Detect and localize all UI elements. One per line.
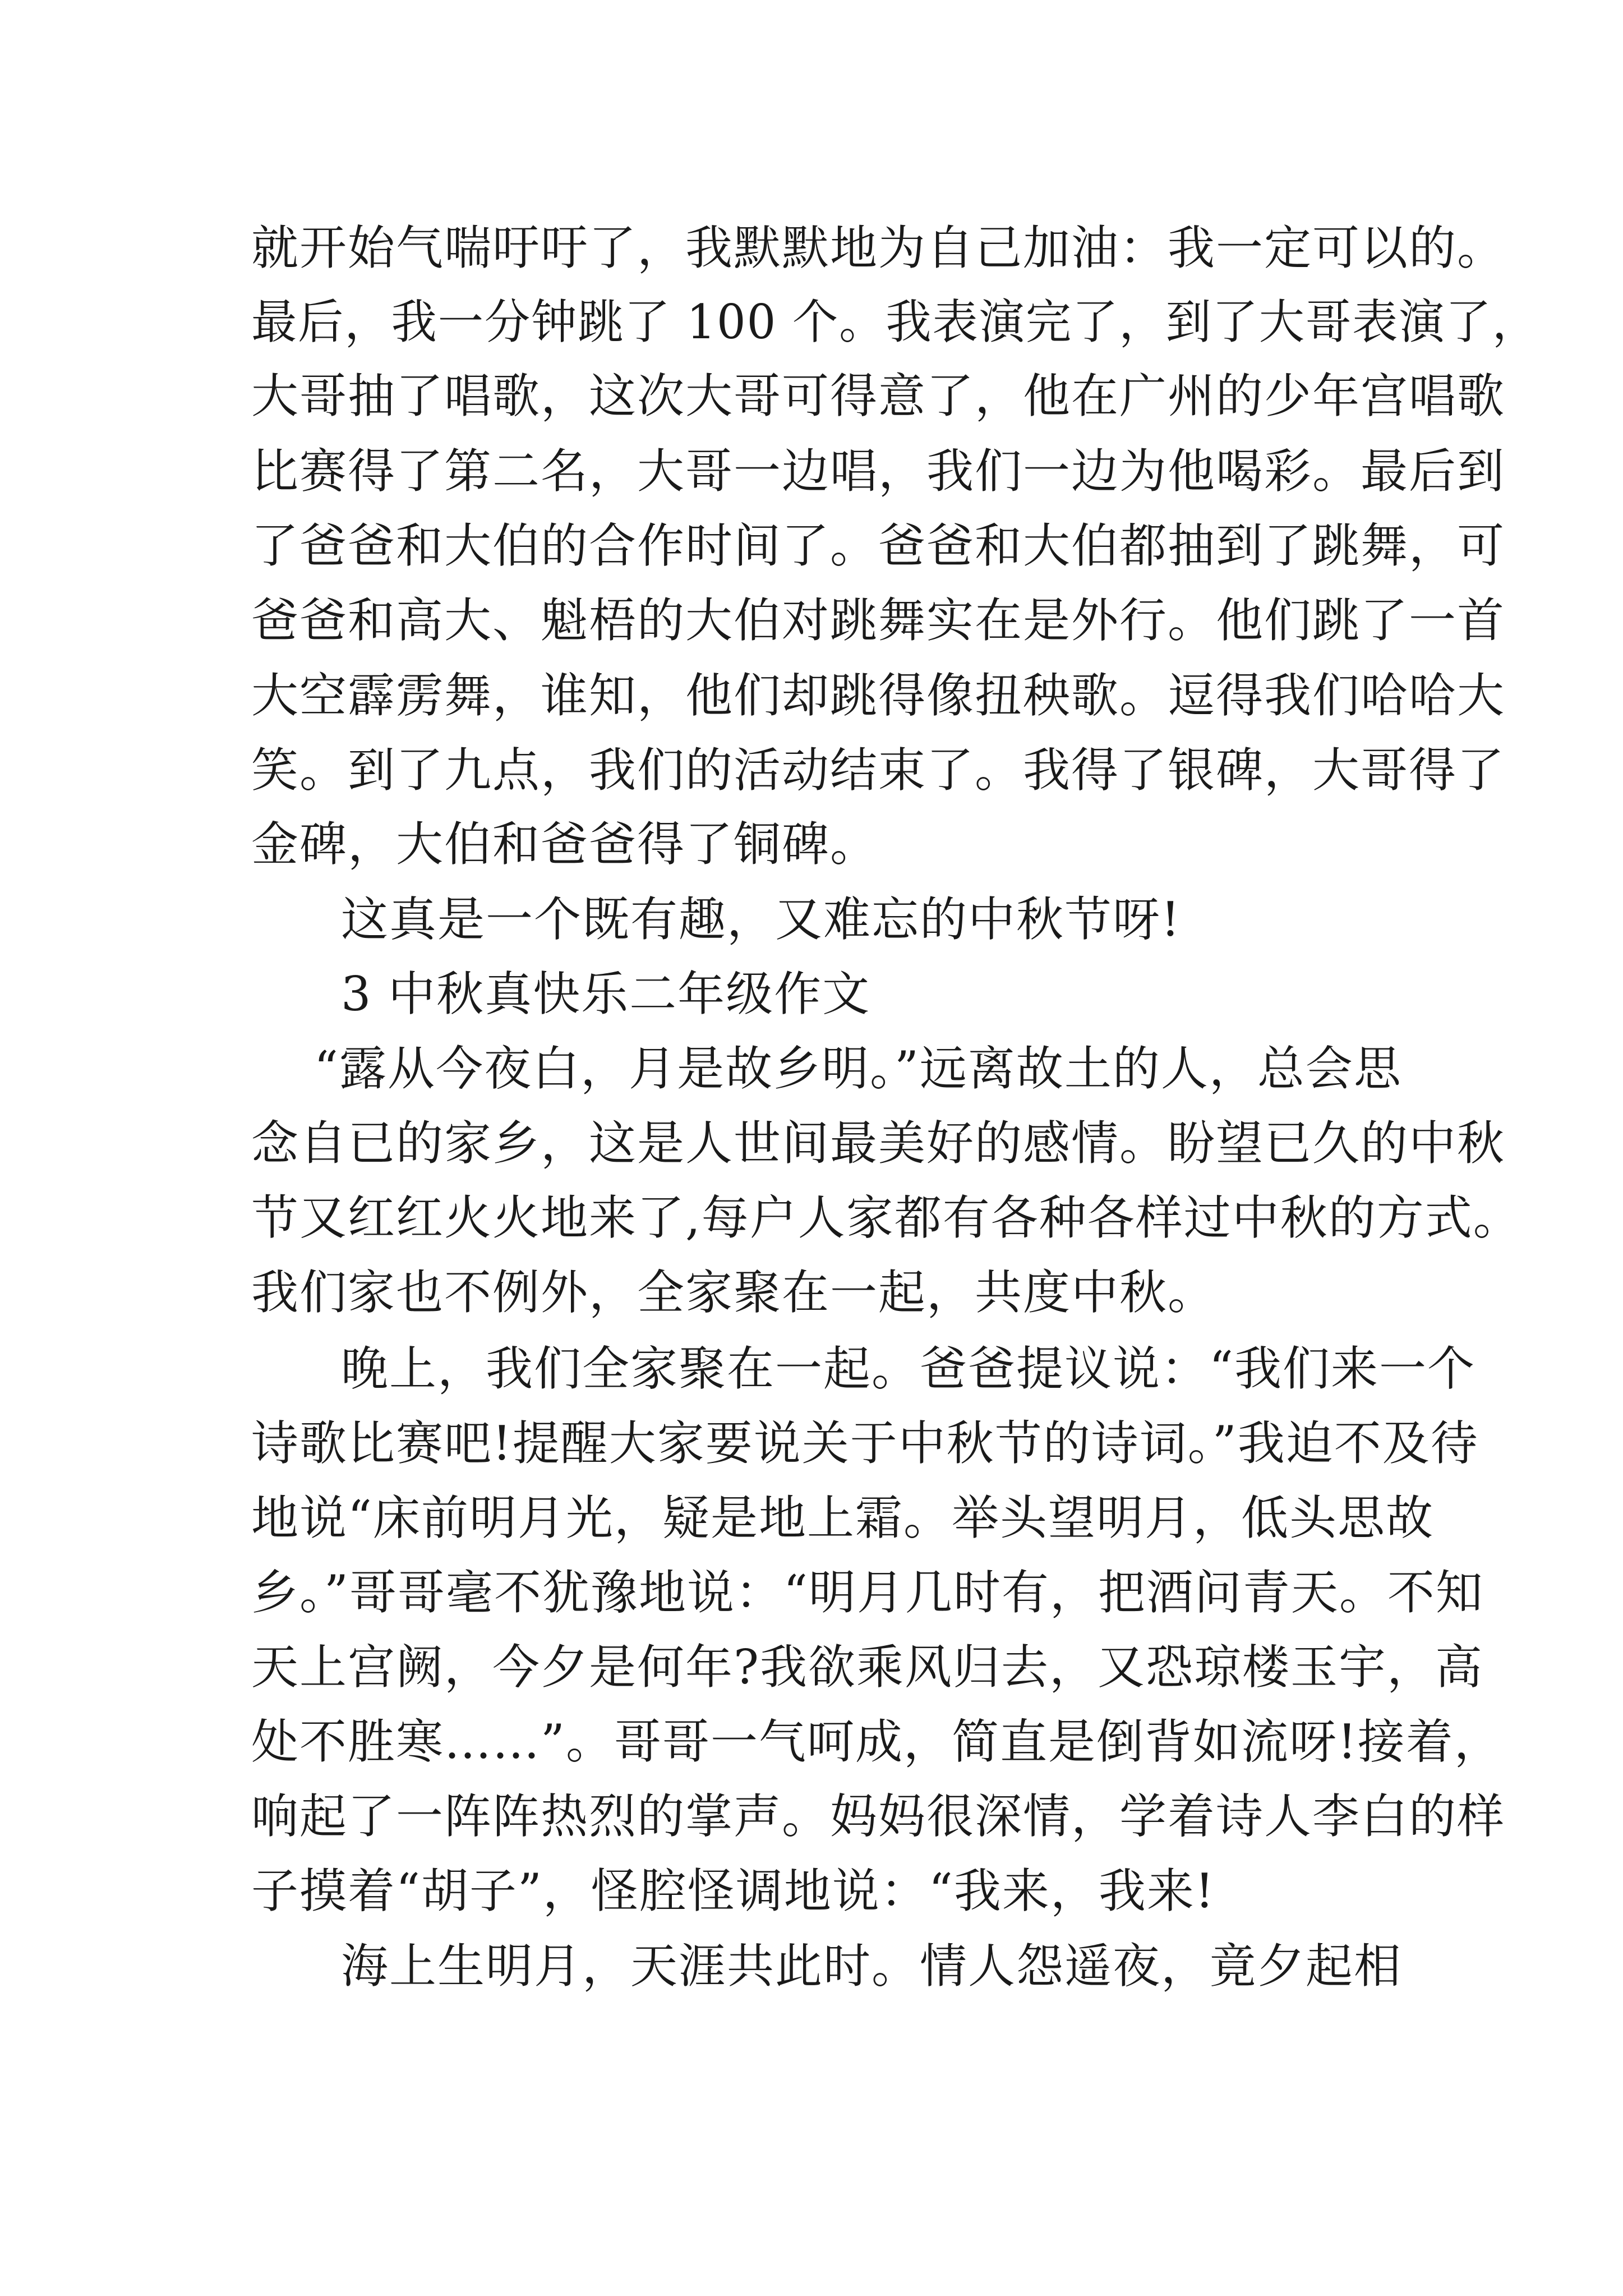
text-line: 大空霹雳舞，谁知，他们却跳得像扭秧歌。逗得我们哈哈大 bbox=[251, 668, 1506, 723]
text-line: 笑。到了九点，我们的活动结束了。我得了银碑，大哥得了 bbox=[251, 743, 1506, 798]
text-line: 地说“床前明月光，疑是地上霜。举头望明月，低头思故 bbox=[251, 1490, 1434, 1545]
text-line: 最后，我一分钟跳了 100 个。我表演完了，到了大哥表演了， bbox=[251, 295, 1539, 349]
text-line: 就开始气喘吁吁了，我默默地为自己加油：我一定可以的。 bbox=[251, 220, 1506, 275]
text-line: 天上宫阙，今夕是何年?我欲乘风归去，又恐琼楼玉宇，高 bbox=[251, 1640, 1484, 1695]
text-line: 乡。”哥哥毫不犹豫地说：“明月几时有，把酒问青天。不知 bbox=[251, 1565, 1484, 1620]
text-line: 诗歌比赛吧!提醒大家要说关于中秋节的诗词。”我迫不及待 bbox=[251, 1416, 1479, 1471]
section-heading: 3 中秋真快乐二年级作文 bbox=[341, 967, 871, 1022]
text-line: 念自已的家乡，这是人世间最美好的感情。盼望已久的中秋 bbox=[251, 1116, 1506, 1171]
text-line: 爸爸和高大、魁梧的大伯对跳舞实在是外行。他们跳了一首 bbox=[251, 593, 1506, 648]
text-line: 金碑，大伯和爸爸得了铜碑。 bbox=[251, 817, 879, 872]
text-line: 大哥抽了唱歌，这次大哥可得意了，他在广州的少年宫唱歌 bbox=[251, 369, 1506, 424]
text-line: 我们家也不例外，全家聚在一起，共度中秋。 bbox=[251, 1265, 1216, 1320]
text-line: “露从今夜白，月是故乡明。”远离故土的人，总会思 bbox=[314, 1041, 1402, 1096]
text-line: 晚上，我们全家聚在一起。爸爸提议说：“我们来一个 bbox=[341, 1341, 1476, 1396]
text-line: 处不胜寒……”。哥哥一气呵成，简直是倒背如流呀!接着， bbox=[251, 1714, 1502, 1769]
text-line: 这真是一个既有趣，又难忘的中秋节呀! bbox=[341, 892, 1181, 947]
text-line: 节又红红火火地来了,每户人家都有各种各样过中秋的方式。 bbox=[251, 1190, 1521, 1245]
text-line: 海上生明月，天涯共此时。情人怨遥夜，竟夕起相 bbox=[341, 1939, 1403, 1994]
text-line: 了爸爸和大伯的合作时间了。爸爸和大伯都抽到了跳舞，可 bbox=[251, 518, 1506, 573]
text-line: 响起了一阵阵热烈的掌声。妈妈很深情，学着诗人李白的样 bbox=[251, 1789, 1506, 1844]
text-line: 比赛得了第二名，大哥一边唱，我们一边为他喝彩。最后到 bbox=[251, 444, 1506, 499]
text-line: 子摸着“胡子”，怪腔怪调地说：“我来，我来! bbox=[251, 1864, 1215, 1918]
